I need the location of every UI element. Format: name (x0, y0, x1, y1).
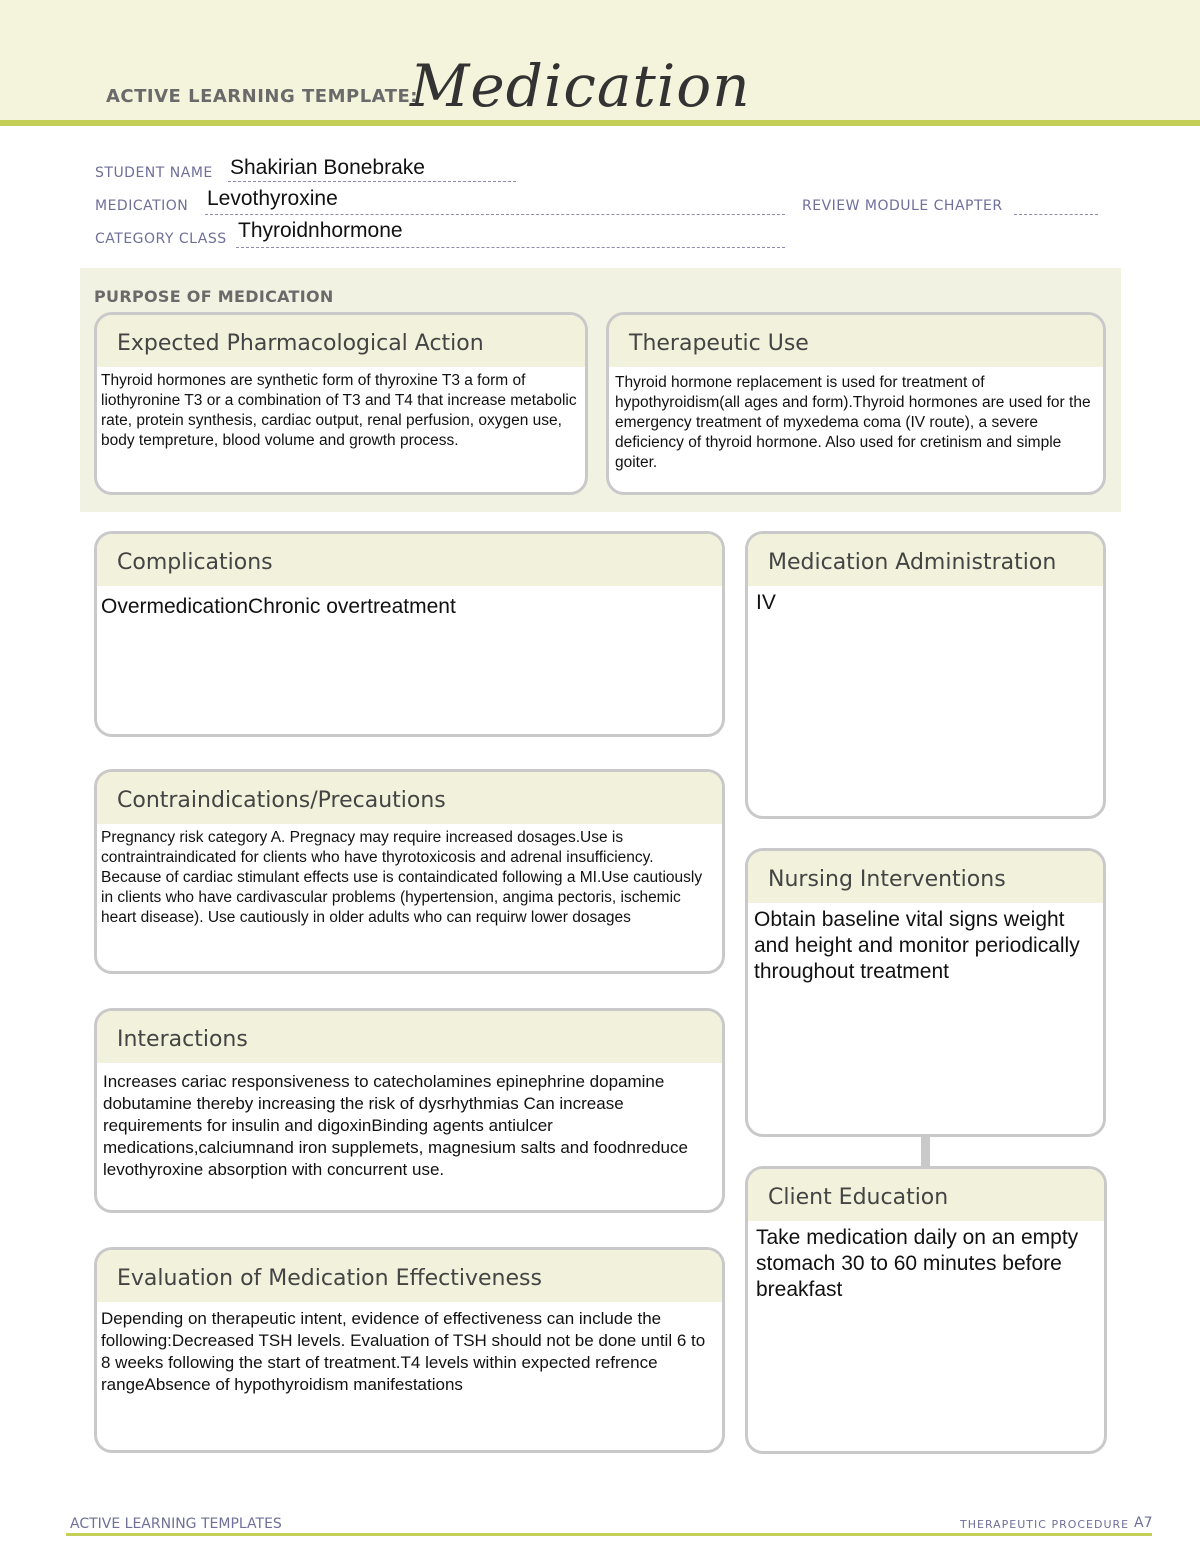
evaluation-heading: Evaluation of Medication Effectiveness (97, 1250, 722, 1302)
complications-box (94, 531, 725, 737)
expected-action-heading: Expected Pharmacological Action (97, 315, 585, 367)
med-admin-heading: Medication Administration (748, 534, 1103, 586)
page-title: Medication (410, 52, 751, 120)
med-admin-text[interactable]: IV (756, 591, 776, 614)
contraindications-box (94, 769, 725, 974)
med-admin-box (745, 531, 1106, 819)
footer-left: ACTIVE LEARNING TEMPLATES (70, 1516, 282, 1532)
purpose-title: PURPOSE OF MEDICATION (94, 287, 334, 306)
contraindications-text[interactable]: Pregnancy risk category A. Pregnacy may require increased dosages.Use is contraintraindicated for clients who have thyrotoxicosis and adrenal insufficiency. Because of cardiac stimulant effects use is containdicated following a MI.Use cautiously in clients who have cardivascular problems (hypertension, angima pectoris, ischemic heart disease). Use cautiously in older adults who can requirw lower dosages (101, 829, 703, 926)
footer-page-number: A7 (1134, 1515, 1153, 1531)
client-ed-text[interactable]: Take medication daily on an empty stomach 30 to 60 minutes before breakfast (756, 1226, 1079, 1301)
nursing-box (745, 848, 1106, 1137)
medication-field[interactable]: Levothyroxine (207, 187, 338, 210)
connector-bar (921, 1136, 930, 1166)
complications-heading: Complications (97, 534, 722, 586)
category-class-label: CATEGORY CLASS (95, 231, 227, 247)
footer-right: THERAPEUTIC PROCEDURE (960, 1518, 1130, 1531)
template-label: ACTIVE LEARNING TEMPLATE: (106, 86, 418, 107)
category-class-field[interactable]: Thyroidnhormone (238, 219, 403, 242)
interactions-text[interactable]: Increases cariac responsiveness to catecholamines epinephrine dopamine dobutamine thereby increasing the risk of dysrhythmias Can increase requirements for insulin and digoxinBinding agents antiulcer medications,calciumnand iron supplemets, magnesium salts and foodnreduce levothyroxine absorption with concurrent use. (103, 1072, 688, 1179)
medication-label: MEDICATION (95, 198, 189, 214)
therapeutic-use-text[interactable]: Thyroid hormone replacement is used for treatment of hypothyroidism(all ages and form).Thyroid hormones are used for the emergency treatment of myxedema coma (IV route), a severe deficiency of thyroid hormone. Also used for cretinism and simple goiter. (615, 374, 1091, 471)
contraindications-heading: Contraindications/Precautions (97, 772, 722, 824)
expected-action-text[interactable]: Thyroid hormones are synthetic form of thyroxine T3 a form of liothyronine T3 or a combination of T3 and T4 that increase metabolic rate, protein synthesis, cardiac output, renal perfusion, oxygen use, body tempreture, blood volume and growth process. (101, 372, 577, 449)
interactions-box (94, 1008, 725, 1213)
expected-action-box (94, 312, 588, 495)
interactions-heading: Interactions (97, 1011, 722, 1063)
header-rule (0, 120, 1200, 126)
client-ed-box (745, 1166, 1107, 1454)
review-module-field[interactable] (1014, 195, 1098, 215)
therapeutic-use-box (606, 312, 1106, 495)
evaluation-text[interactable]: Depending on therapeutic intent, evidence of effectiveness can include the following:Decreased TSH levels. Evaluation of TSH should not be done until 6 to 8 weeks following the start of treatment.T4 levels within expected refrence rangeAbsence of hypothyroidism manifestations (101, 1309, 706, 1394)
client-ed-heading: Client Education (748, 1169, 1104, 1221)
evaluation-box (94, 1247, 725, 1453)
complications-text[interactable]: OvermedicationChronic overtreatment (101, 595, 456, 618)
therapeutic-use-heading: Therapeutic Use (609, 315, 1103, 367)
student-name-field[interactable]: Shakirian Bonebrake (230, 156, 425, 179)
review-module-label: REVIEW MODULE CHAPTER (802, 198, 1003, 214)
student-name-label: STUDENT NAME (95, 165, 213, 181)
nursing-heading: Nursing Interventions (748, 851, 1103, 903)
footer-rule (66, 1533, 1152, 1536)
nursing-text[interactable]: Obtain baseline vital signs weight and height and monitor periodically throughout treatment (754, 908, 1080, 983)
